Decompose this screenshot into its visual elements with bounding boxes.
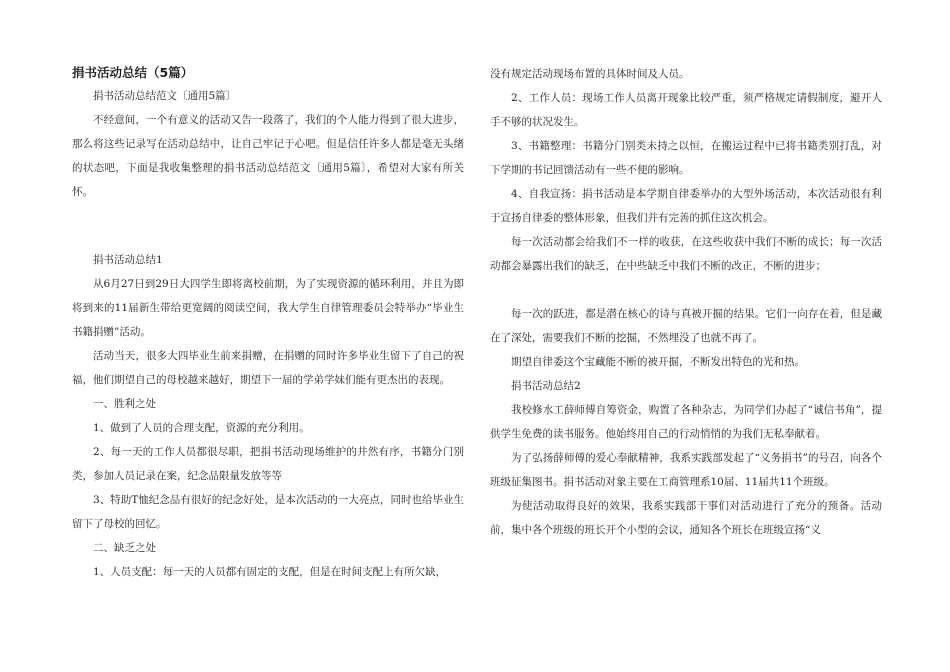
continued-line: 没有规定活动现场布置的具体时间及人员。 [490, 68, 690, 80]
section1-heading: 捐书活动总结1 [93, 254, 163, 266]
paragraph: 期望自律委这个宝藏能不断的被开掘，不断发出特色的光和热。 [511, 356, 805, 368]
spacer [490, 278, 882, 302]
paragraph: 为使活动取得良好的效果，我系实践部干事们对活动进行了充分的预备。活动前，集中各个班级的班长开个小型的会议，通知各个班长在班级宣扬“义 [490, 500, 882, 536]
list-item: 2、工作人员：现场工作人员离开现象比较严重，须严格规定请假制度，避开人手不够的状况发生。 [490, 92, 882, 128]
spacer [72, 204, 464, 248]
list-item: 4、自我宣扬：捐书活动是本学期自律委举办的大型外场活动，本次活动很有利于宣扬自律委的整体形象，但我们并有完善的抓住这次机会。 [490, 188, 882, 224]
paragraph: 活动当天，很多大四毕业生前来捐赠，在捐赠的同时许多毕业生留下了自己的祝福，他们期望自己的母校越来越好，期望下一届的学弟学妹们能有更杰出的表现。 [72, 350, 464, 386]
document-subtitle: 捐书活动总结范文〔通用5篇〕 [93, 90, 237, 102]
paragraph: 每一次的跃进，都是潜在核心的诗与真被开掘的结果。它们一向存在着，但是藏在了深处，需要我们不断的挖掘，不然埋没了也就不再了。 [490, 308, 882, 344]
list-item: 2、每一天的工作人员都很尽职，把捐书活动现场维护的井然有序，书籍分门别类，参加人员记录在案，纪念品限量发放等等 [72, 446, 464, 482]
subheading-successes: 一、胜利之处 [93, 398, 156, 410]
subheading-shortcomings: 二、缺乏之处 [93, 542, 156, 554]
list-item: 3、特助T恤纪念品有很好的纪念好处，是本次活动的一大亮点，同时也给毕业生留下了母校的回忆。 [72, 494, 464, 530]
section2-heading: 捐书活动总结2 [511, 380, 581, 392]
paragraph: 为了弘扬薛师傅的爱心奉献精神，我系实践部发起了“义务捐书”的号召，向各个班级征集图书。捐书活动对象主要在工商管理系10届、11届共11个班级。 [490, 452, 882, 488]
right-column [490, 62, 882, 542]
list-item: 1、人员支配：每一天的人员都有固定的支配，但是在时间支配上有所欠缺， [93, 566, 447, 578]
list-item: 1、做到了人员的合理支配，资源的充分利用。 [93, 422, 310, 434]
paragraph: 每一次活动都会给我们不一样的收获，在这些收获中我们不断的成长；每一次活动都会暴露出我们的缺乏，在中些缺乏中我们不断的改正，不断的进步； [490, 236, 882, 272]
intro-paragraph: 不经意间，一个有意义的活动又告一段落了，我们的个人能力得到了很大进步，那么将这些记录写在活动总结中，让自己牢记于心吧。但是信任许多人都是毫无头绪的状态吧，下面是我收集整理的捐书活动总结范文〔通用5篇〕，希望对大家有所关怀。 [72, 114, 464, 198]
list-item: 3、书籍整理：书籍分门别类未持之以恒，在搬运过程中已将书籍类别打乱，对下学期的书记回馈活动有一些不便的影响。 [490, 140, 882, 176]
paragraph: 我校修水工薛师傅自筹资金，购置了各种杂志，为同学们办起了“诚信书角”，提供学生免费的读书服务。他始终用自己的行动悄悄的为我们无私奉献着。 [490, 404, 882, 440]
paragraph: 从6月27日到29日大四学生即将离校前期，为了实现资源的循环利用，并且为即将到来的11届新生带给更宽阔的阅读空间，我大学生自律管理委员会特举办“毕业生书籍捐赠”活动。 [72, 278, 464, 338]
document-title: 捐书活动总结（5篇） [72, 65, 194, 80]
left-column [72, 62, 464, 584]
